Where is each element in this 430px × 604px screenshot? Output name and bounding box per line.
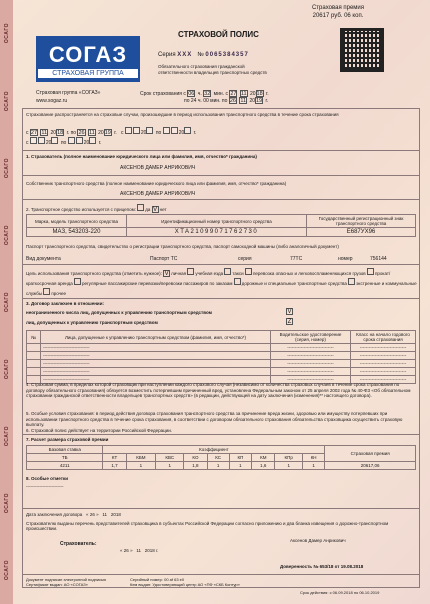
year-suffix: г. [98, 140, 102, 146]
coef-name-5: КС [207, 454, 229, 462]
year-prefix: 20 [98, 130, 104, 136]
table-row: ------------------------------- ------------------------------- ------------------------------- [27, 376, 416, 384]
drivers-table [26, 330, 416, 384]
policy-title: СТРАХОВОЙ ПОЛИС [178, 30, 259, 39]
coef-name-0: ТБ [27, 454, 103, 462]
coef-value-9: 1 [302, 462, 324, 470]
year-suffix: г. [156, 548, 159, 553]
doc-number-value: 756144 [370, 256, 387, 262]
to-label: по [70, 130, 77, 136]
contract-limited-label: лиц, допущенных к управлению транспортным средством [26, 320, 158, 325]
contract-label: 3. Договор заключен в отношении: [26, 301, 104, 306]
year-suffix: г. [266, 91, 269, 97]
trailer-no-label: нет [159, 207, 167, 212]
coef-value-2: 1 [126, 462, 155, 470]
contract-day: 26 [89, 512, 95, 517]
side-label: ОСАГО [3, 560, 10, 581]
osago-description: Обязательного страхования гражданской ответственности владельцев транспортных средств [158, 64, 267, 75]
hour-label: ч. [197, 91, 202, 97]
doc-type-label: Вид документа [26, 256, 61, 262]
coef-name-4: КО [184, 454, 207, 462]
insured-sum-text: 4. Страховая сумма, в пределах которой страховщик при наступлении каждого страхового случая (независимо от количества страховых случаев в течение срока страхования по договору обязательного страхования) обязуется возместить потерпевшим причиненный вред, установлена Федеральным законом от 25 апреля 2002 года № 40-ФЗ «Об обязательном страховании гражданской ответственности владельцев транспортных средств» (в редакции, действующей на дату заключения (изменения)** настоящего договора). [26, 382, 411, 399]
term-label: Срок страхования с [140, 91, 186, 97]
special-conditions-text: 5. Особые условия страхования: в период действия договора страхования транспортного средства за причинение вреда жизни, здоровью или имуществу потерпевших при использовании транспортного средства в течение срока страхования, в соответствии с договором обязательного страхования обязательства страховщика осуществить страховую выплату. [26, 411, 403, 428]
period-dates [26, 127, 196, 136]
term-hour: 06 [188, 91, 195, 97]
side-label: ОСАГО [3, 23, 10, 44]
table-row: ------------------------------- ------------------------------- ------------------------------- [27, 352, 416, 360]
coef-name-1: КТ [103, 454, 126, 462]
representatives-text: Страхователю выданы перечень представителей страховщика в субъектах Российской Федерации согласно приложению и два бланка извещения о дорожно-транспортном происшествии. [26, 521, 389, 531]
sign-day: 26 [123, 548, 129, 553]
territory-text: 6. Страховой полис действует на территории Российской Федерации. [26, 428, 172, 433]
to-label: по [60, 140, 67, 146]
side-label: ОСАГО [3, 426, 10, 447]
period-dates-2 [26, 137, 101, 146]
contract-year: 18 [115, 512, 121, 517]
quote-close: » [96, 512, 99, 517]
period-text: Страхование распространяется на страховые случаи, произошедшие в период использования транспортного средства в течение срока страхования [26, 112, 339, 117]
purpose-road-checkbox [234, 278, 241, 285]
policy-number: 0065384357 [205, 52, 249, 58]
purpose-emergency-label: экстренные и коммунальные службы [26, 281, 417, 296]
table-row: ------------------------------- ------------------------------- ------------------------------- [27, 360, 416, 368]
footer-esign: Документ подписан электронной подписью [26, 577, 107, 582]
sign-month: 11 [136, 548, 142, 553]
coef-value-6: 1 [229, 462, 251, 470]
coef-value-7: 1,6 [252, 462, 275, 470]
purpose-training-checkbox [187, 268, 194, 275]
qr-code [340, 28, 384, 72]
coef-value-0: 4211 [27, 462, 103, 470]
trailer-yes-checkbox [137, 204, 144, 211]
premium-title: Страховая премия [311, 5, 365, 11]
limited-checkbox: Z [287, 319, 292, 325]
contract-unlimited-mark [286, 308, 294, 315]
term-row [140, 90, 269, 104]
from-label: с [120, 130, 124, 136]
col-no: № [27, 331, 41, 344]
term-year-to: 19 [256, 98, 263, 104]
side-label: ОСАГО [3, 90, 10, 111]
vin-value: XTA21099071762730 [127, 228, 307, 237]
coef-name-3: КВС [156, 454, 184, 462]
purpose-dangerous-checkbox [245, 268, 252, 275]
purpose-rental-checkbox [367, 268, 374, 275]
contract-date-label: Дата заключения договора [26, 512, 83, 517]
doc-type-value: Паспорт ТС [150, 256, 178, 262]
premium-summary [300, 4, 376, 20]
sogaz-logo [36, 36, 140, 82]
premium-header: Страховая премия [325, 446, 416, 462]
table-row: ------------------------------- ------------------------------- ------------------------------- [27, 344, 416, 352]
insurer-value: АКСЕНОВ ДАМЕР АНРИКОВИЧ [120, 165, 196, 171]
period-month-to: 11 [89, 130, 95, 136]
term-day-to: 26 [229, 98, 236, 104]
base-rate-header: Базовая ставка [27, 446, 103, 454]
coef-name-7: КМ [252, 454, 275, 462]
year-suffix: г. [193, 130, 197, 136]
year-prefix: 20 [249, 91, 256, 97]
table-row: ------------------------------- ------------------------------- ------------------------------- [27, 368, 416, 376]
footer-right [130, 577, 240, 587]
coef-value-4: 1,8 [184, 462, 207, 470]
coef-value-5: 1 [207, 462, 229, 470]
year-suffix: г. [66, 130, 70, 136]
vehicle-table [26, 214, 416, 237]
logo-subtext: СТРАХОВАЯ ГРУППА [38, 69, 138, 78]
side-label: ОСАГО [3, 291, 10, 313]
website: www.sogaz.ru [36, 98, 68, 104]
coef-values-row [27, 462, 416, 470]
side-label: ОСАГО [3, 224, 10, 245]
group-name: Страховая группа «СОГАЗ» [36, 90, 101, 96]
contract-unlimited-label: неограниченного числа лиц, допущенных к управлению транспортным средством [26, 310, 212, 315]
purpose-block [26, 268, 418, 298]
owner-label: Собственник транспортного средства (полное наименование юридического лица или фамилия, имя, отчество* гражданина) [26, 181, 287, 186]
vin-header: Идентификационный номер транспортного средства [127, 215, 307, 228]
insurer-label: 1. Страхователь (полное наименование юридического лица или фамилия, имя, отчество* гражданина) [26, 154, 257, 159]
premium-value: 20617 руб. 06 коп. [312, 13, 364, 19]
footer-validity: Срок действия: с 06.09.2018 по 06.10.2019 [300, 590, 380, 595]
year-prefix: 20 [178, 130, 185, 136]
purpose-other-label: прочее [51, 291, 67, 296]
calc-label: 7. Расчет размера страховой премии [26, 437, 109, 442]
period-month-from: 11 [41, 130, 48, 136]
term-to-label: по 24 ч. 00 мин. по [184, 98, 228, 104]
purpose-personal-label: личная [171, 271, 187, 276]
purpose-passenger-label: регулярные пассажирские перевозки/перевозки пассажиров по заказам [82, 281, 233, 286]
from-label: с [26, 130, 29, 136]
sign-year: 18 [149, 548, 155, 553]
term-month-to: 11 [240, 98, 247, 104]
side-label: ОСАГО [3, 157, 10, 178]
term-year-from: 18 [256, 91, 263, 97]
to-label: по [155, 130, 162, 136]
coef-name-2: КБМ [126, 454, 155, 462]
year-suffix: г. [265, 98, 269, 104]
doc-number-label: номер [338, 256, 353, 262]
purpose-emergency-checkbox [348, 278, 355, 285]
coef-value-3: 1 [156, 462, 184, 470]
year-prefix: 20 [249, 98, 255, 104]
year-prefix: 20 [140, 130, 147, 136]
term-month-from: 11 [240, 91, 247, 97]
period-day-to: 26 [78, 130, 85, 136]
unlimited-checkbox: V [287, 309, 292, 315]
contract-limited-mark [286, 318, 294, 325]
year-prefix: 20 [45, 140, 52, 146]
doc-label: Паспорт транспортного средства, свидетельство о регистрации транспортного средства, паспорт самоходной машины (либо аналогичный документ) [26, 244, 339, 249]
series-value: ХХХ [177, 52, 193, 58]
trailer-yes-label: да [145, 207, 151, 212]
doc-series-label: серия [238, 256, 252, 262]
make-header: Марка, модель транспортного средства [27, 215, 127, 228]
coef-value-1: 1,7 [103, 462, 126, 470]
from-label: с [26, 140, 29, 146]
period-year-from: 18 [57, 130, 64, 136]
number-label: № [197, 52, 204, 58]
make-value: МАЗ, 543203-220 [27, 228, 127, 237]
special-marks-value: ------------------------- [26, 484, 64, 489]
minute-label: мин. с [213, 91, 228, 97]
purpose-rental-label: прокат/краткосрочная аренда [26, 271, 391, 286]
quote-open: « [120, 548, 123, 553]
col-class: Класс на начало годового срока страхования [351, 331, 416, 344]
trailer-label: 2. Транспортное средство используется с прицепом: [26, 207, 136, 212]
col-license: Водительское удостоверение (серия, номер) [271, 331, 351, 344]
representative-name: Аксенов Дамер Анрикович [290, 538, 346, 543]
term-minute: 32 [204, 91, 211, 97]
year-suffix: г. [114, 130, 117, 136]
footer-left [26, 577, 106, 587]
period-day-from: 27 [30, 130, 38, 136]
purpose-road-label: дорожные и специальные транспортные средства [241, 281, 347, 286]
quote-open: « [86, 512, 89, 517]
logo-text: СОГАЗ [48, 42, 128, 67]
proxy-text: Доверенность № 653/18 от 19.08.2018 [280, 564, 364, 569]
coef-header: Коэффициент [103, 446, 325, 454]
owner-value: АКСЕНОВ ДАМЕР АНРИКОВИЧ [120, 191, 196, 197]
footer-serial: Серийный номер: 00 af 63 e0 [130, 577, 185, 582]
purpose-other-checkbox [43, 288, 50, 295]
year-prefix: 20 [110, 512, 116, 517]
series-number [158, 52, 249, 58]
purpose-dangerous-label: перевозка опасных и легковоспламеняющихся грузов [252, 271, 366, 276]
purpose-training-label: учебная езда [195, 271, 224, 276]
footer-cert: Сертификат выдан: АО «СОГАЗ» [26, 582, 88, 587]
trailer-row [26, 204, 167, 213]
purpose-passenger-checkbox [74, 278, 81, 285]
quote-close: » [130, 548, 133, 553]
series-label: Серия [158, 52, 176, 58]
contract-month: 11 [102, 512, 108, 517]
side-label: ОСАГО [3, 359, 10, 380]
osago-side-strip [0, 0, 13, 604]
coef-value-8: 1 [275, 462, 302, 470]
year-prefix: 20 [83, 140, 90, 146]
contract-date-row [26, 512, 121, 517]
coef-name-9: КН [302, 454, 324, 462]
purpose-label: Цель использования транспортного средства (отметить нужное): [26, 271, 162, 276]
insurer-sign-label: Страхователь: [60, 541, 97, 547]
doc-series-value: 77ТС [290, 256, 303, 262]
term-day-from: 27 [230, 91, 237, 97]
purpose-personal-checkbox: V [164, 271, 169, 277]
premium-value-cell: 20617,06 [325, 462, 416, 470]
year-prefix: 20 [144, 548, 150, 553]
coef-name-6: КП [229, 454, 251, 462]
coef-name-8: КПр [275, 454, 302, 462]
purpose-taxi-checkbox [224, 268, 231, 275]
premium-table [26, 445, 416, 470]
side-label: ОСАГО [3, 493, 10, 514]
purpose-taxi-label: такси [232, 271, 244, 276]
reg-value: Е687УХ96 [307, 228, 416, 237]
reg-header: Государственный регистрационный знак транспортного средства [307, 215, 416, 228]
footer-issuer: Кем выдан: Удостоверяющий центр АО «ПФ «СКБ Контур» [130, 582, 240, 587]
period-year-to: 19 [104, 130, 111, 136]
year-prefix: 20 [50, 130, 57, 136]
sign-date [120, 548, 158, 553]
col-name: Лица, допущенные к управлению транспортным средством (фамилия, имя, отчество*) [41, 331, 271, 344]
special-marks-label: 8. Особые отметки [26, 476, 68, 481]
trailer-no-checkbox: V [153, 207, 158, 213]
